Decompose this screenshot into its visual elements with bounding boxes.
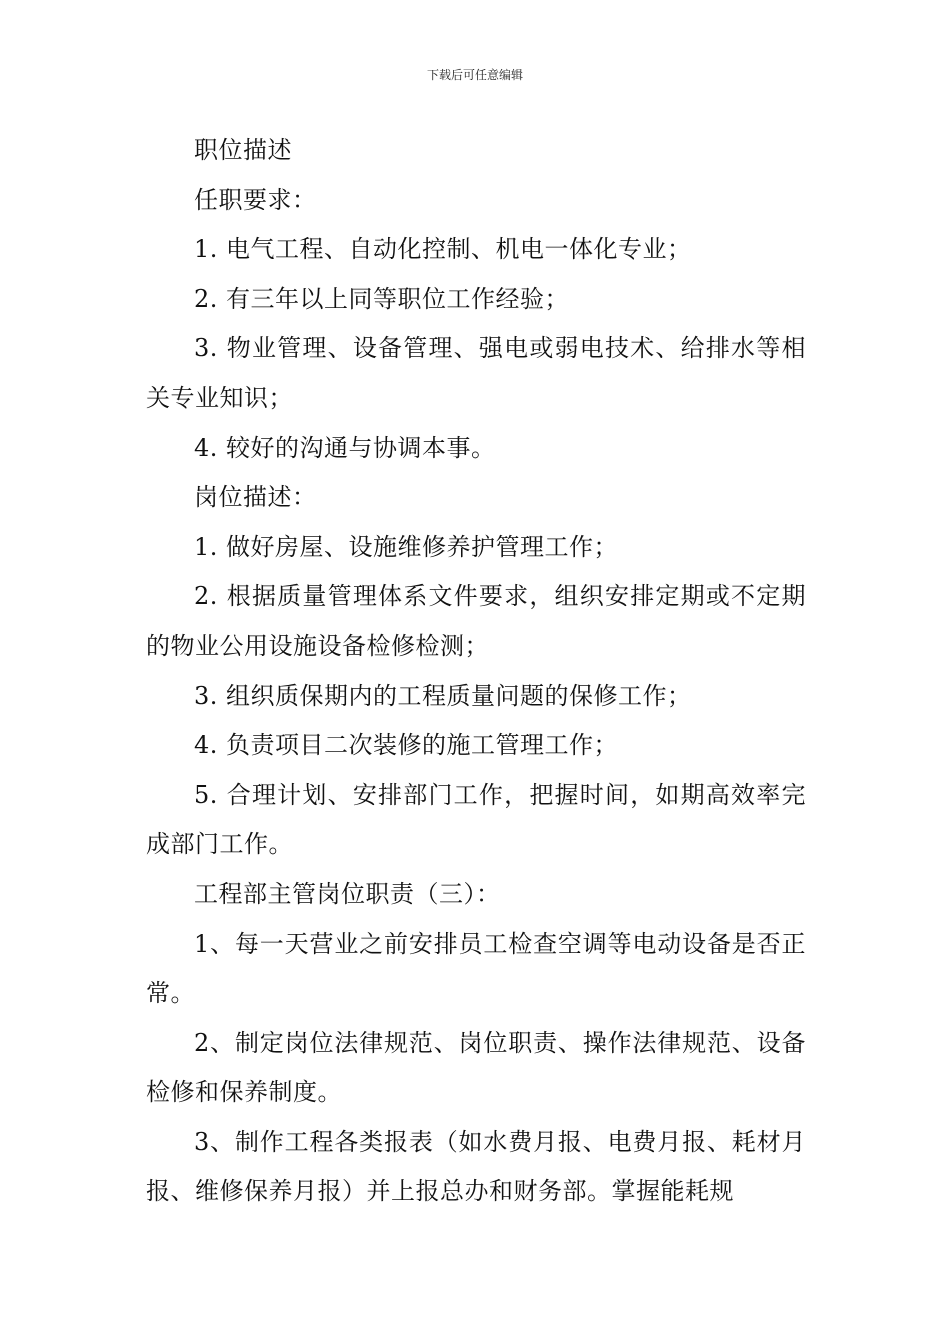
paragraph-section-three-item-3: 3、制作工程各类报表（如水费月报、电费月报、耗材月报、维修保养月报）并上报总办和财务部。掌握能耗规 xyxy=(146,1127,806,1206)
paragraph-requirement-4: 4. 较好的沟通与协调本事。 xyxy=(194,433,496,462)
paragraph-requirement-2: 2. 有三年以上同等职位工作经验； xyxy=(194,284,570,313)
paragraph-duty-4: 4. 负责项目二次装修的施工管理工作； xyxy=(194,731,619,760)
paragraph-post-description-heading: 岗位描述： xyxy=(194,483,317,512)
paragraph-requirements-heading: 任职要求： xyxy=(194,185,317,214)
paragraph-job-description-heading: 职位描述 xyxy=(194,136,292,164)
document-body xyxy=(146,126,806,1217)
paragraph-duty-2: 2. 根据质量管理体系文件要求，组织安排定期或不定期的物业公用设施设备检修检测； xyxy=(146,582,806,660)
paragraph-requirement-3: 3. 物业管理、设备管理、强电或弱电技术、给排水等相关专业知识； xyxy=(146,334,806,412)
paragraph-duty-3: 3. 组织质保期内的工程质量问题的保修工作； xyxy=(194,681,692,710)
paragraph-duty-1: 1. 做好房屋、设施维修养护管理工作； xyxy=(194,532,619,561)
paragraph-section-three-heading: 工程部主管岗位职责（三）： xyxy=(194,879,501,908)
page-header-note: 下载后可任意编辑 xyxy=(426,68,523,82)
paragraph-duty-5: 5. 合理计划、安排部门工作，把握时间，如期高效率完成部门工作。 xyxy=(146,780,806,859)
paragraph-section-three-item-2: 2、制定岗位法律规范、岗位职责、操作法律规范、设备检修和保养制度。 xyxy=(146,1028,806,1107)
paragraph-requirement-1: 1. 电气工程、自动化控制、机电一体化专业； xyxy=(194,235,692,264)
paragraph-section-three-item-1: 1、每一天营业之前安排员工检查空调等电动设备是否正常。 xyxy=(146,929,806,1008)
